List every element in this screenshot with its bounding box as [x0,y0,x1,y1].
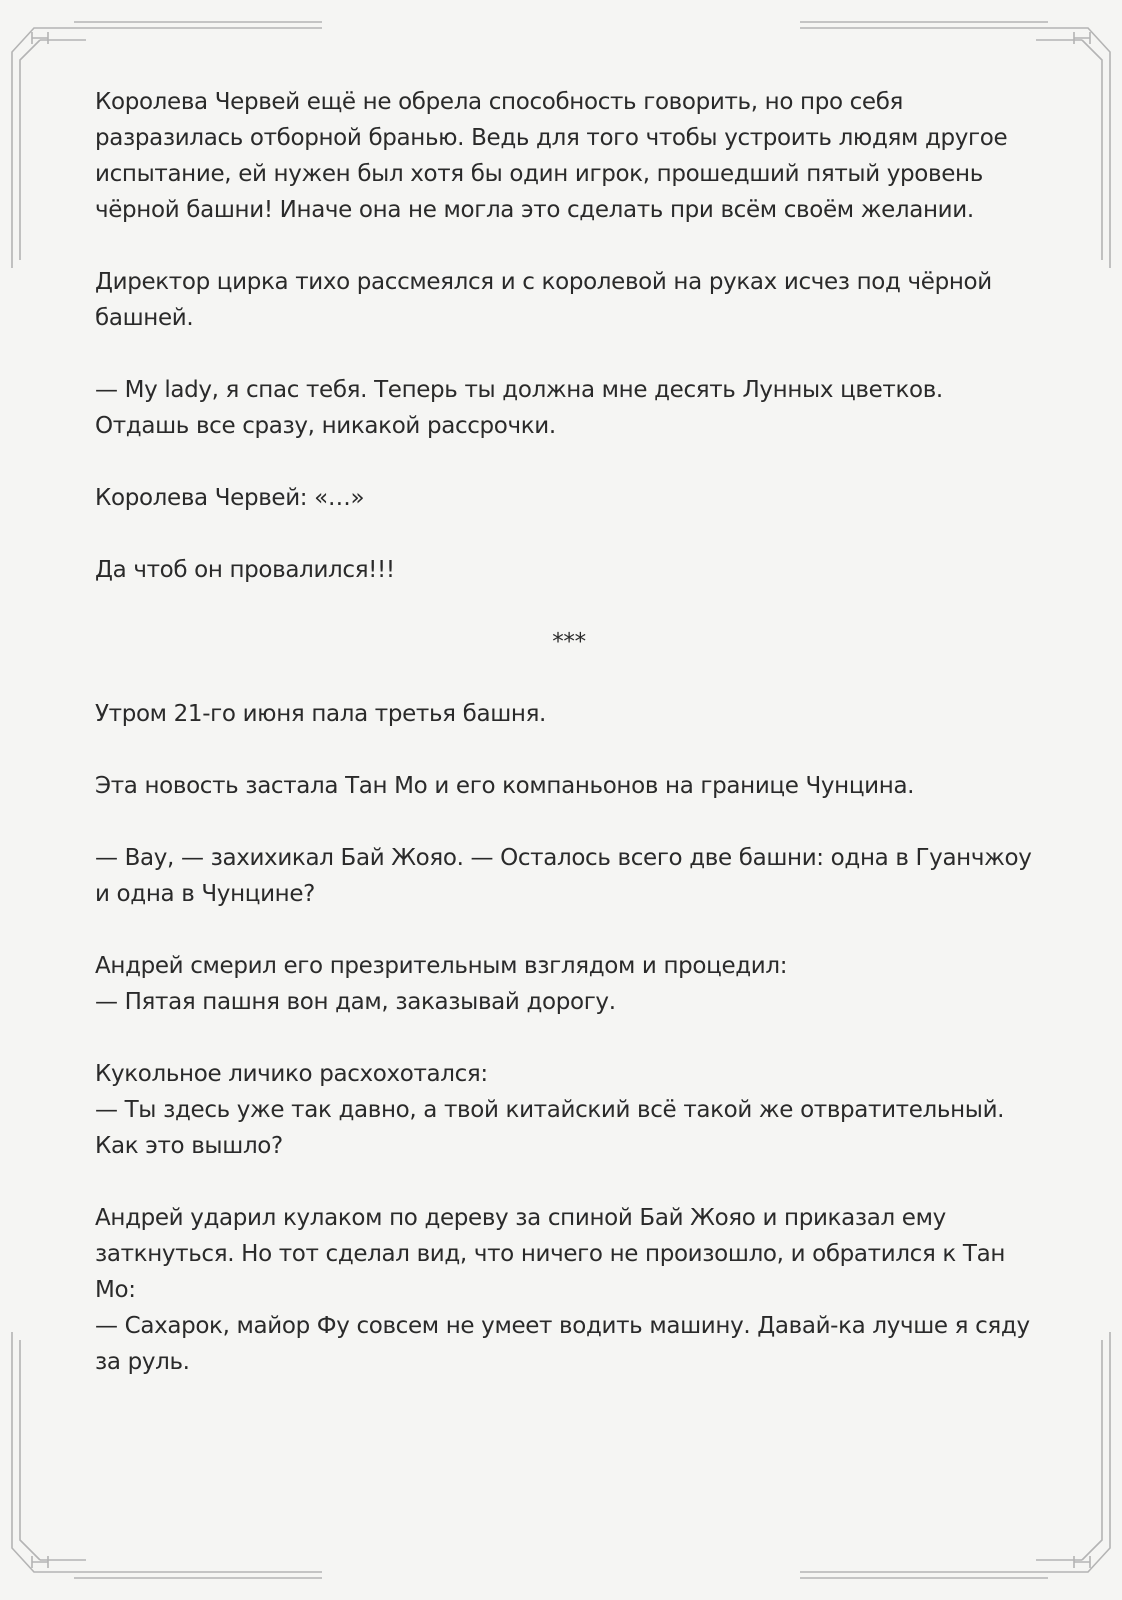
paragraph: — My lady, я спас тебя. Теперь ты должна мне десять Лунных цветков. Отдашь все сразу, никакой рассрочки. [95,377,943,439]
paragraph: Кукольное личико расхохотался: [95,1061,488,1087]
paragraph: — Вау, — захихикал Бай Жояо. — Осталось всего две башни: одна в Гуанчжоу и одна в Чунцине? [95,845,1032,907]
scene-separator: *** [552,629,586,655]
dialogue-line: — Сахарок, майор Фу совсем не умеет водить машину. Давай-ка лучше я сяду за руль. [95,1313,1030,1375]
paragraph: Королева Червей: «…» [95,485,365,511]
dialogue-line: — Пятая пашня вон дам, заказывай дорогу. [95,989,616,1015]
paragraph: Директор цирка тихо рассмеялся и с королевой на руках исчез под чёрной башней. [95,269,992,331]
paragraph: Утром 21-го июня пала третья башня. [95,701,547,727]
paragraph: Эта новость застала Тан Мо и его компаньонов на границе Чунцина. [95,773,915,799]
dialogue-line: — Ты здесь уже так давно, а твой китайский всё такой же отвратительный. Как это вышло? [95,1097,1005,1159]
paragraph: Андрей смерил его презрительным взглядом и процедил: [95,953,788,979]
paragraph: Королева Червей ещё не обрела способность говорить, но про себя разразилась отборной бранью. Ведь для того чтобы устроить людям другое испытание, ей нужен был хотя бы один игрок, прошедший пятый уровень чёрной башни! Иначе она не могла это сделать при всём своём желании. [95,89,1008,223]
document-body [95,84,1035,1416]
paragraph: Андрей ударил кулаком по дереву за спиной Бай Жояо и приказал ему заткнуться. Но тот сделал вид, что ничего не произошло, и обратился к Тан Мо: [95,1205,1006,1303]
paragraph: Да чтоб он провалился!!! [95,557,395,583]
